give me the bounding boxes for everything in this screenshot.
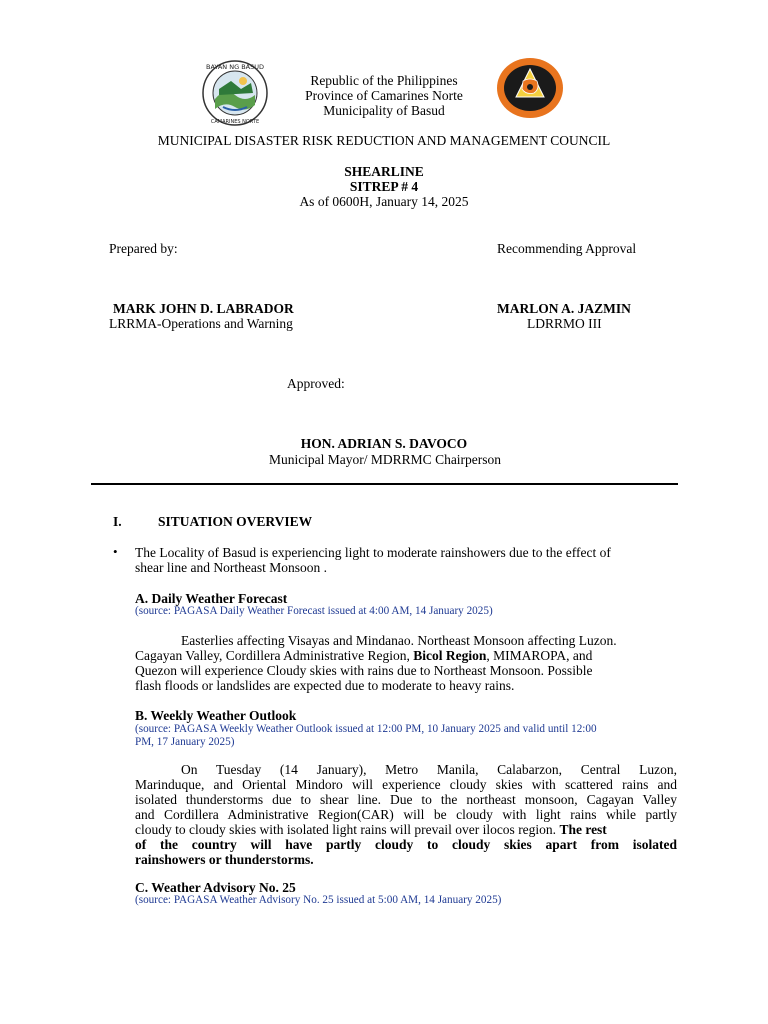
- subsection-a-line1: Easterlies affecting Visayas and Mindanao. Northeast Monsoon affecting Luzon.: [181, 633, 617, 648]
- subsection-a-source: (source: PAGASA Daily Weather Forecast issued at 4:00 AM, 14 January 2025): [135, 605, 493, 617]
- svg-text:CAMARINES NORTE: CAMARINES NORTE: [210, 119, 260, 125]
- subsection-b-line3: isolated thunderstorms due to shear line. Due to the northeast monsoon, Cagayan Valley: [135, 792, 677, 807]
- rest-of-country-bold: The rest: [559, 822, 607, 837]
- prepared-name: MARK JOHN D. LABRADOR: [113, 301, 294, 316]
- subsection-b-line6: of the country will have partly cloudy to cloudy skies apart from isolated: [135, 837, 677, 852]
- header-municipality: Municipality of Basud: [323, 103, 445, 118]
- subsection-c-source: (source: PAGASA Weather Advisory No. 25 issued at 5:00 AM, 14 January 2025): [135, 894, 502, 906]
- subsection-b-heading: B. Weekly Weather Outlook: [135, 708, 297, 723]
- approved-name: HON. ADRIAN S. DAVOCO: [300, 436, 468, 451]
- as-of-date: As of 0600H, January 14, 2025: [299, 194, 469, 209]
- svg-text:BAYAN NG BASUD: BAYAN NG BASUD: [205, 63, 265, 71]
- subsection-b-line4: and Cordillera Administrative Region(CAR) will be cloudy with light rains while partly: [135, 807, 677, 822]
- subsection-c-heading: C. Weather Advisory No. 25: [135, 880, 296, 895]
- bullet-icon: •: [113, 544, 118, 559]
- prepared-title: LRRMA-Operations and Warning: [109, 316, 293, 331]
- subsection-a-line4: flash floods or landslides are expected due to moderate to heavy rains.: [135, 678, 515, 693]
- recommending-approval-label: Recommending Approval: [497, 241, 637, 256]
- subsection-b-source-line1: (source: PAGASA Weekly Weather Outlook issued at 12:00 PM, 10 January 2025 and valid until 12:00: [135, 723, 597, 735]
- recommending-name: MARLON A. JAZMIN: [497, 301, 631, 316]
- subsection-b-line7: rainshowers or thunderstorms.: [135, 852, 314, 867]
- recommending-title: LDRRMO III: [527, 316, 602, 331]
- subsection-a-heading: A. Daily Weather Forecast: [135, 591, 288, 606]
- header-province: Province of Camarines Norte: [305, 88, 463, 103]
- bicol-region-bold: Bicol Region: [413, 648, 487, 663]
- council-name: MUNICIPAL DISASTER RISK REDUCTION AND MANAGEMENT COUNCIL: [157, 133, 611, 148]
- bullet-text-line2: shear line and Northeast Monsoon .: [135, 560, 327, 575]
- bullet-text-line1: The Locality of Basud is experiencing light to moderate rainshowers due to the effect of: [135, 545, 611, 560]
- sitrep-number: SITREP # 4: [349, 179, 419, 194]
- subsection-a-line3: Quezon will experience Cloudy skies with rains due to Northeast Monsoon. Possible: [135, 663, 593, 678]
- section-number: I.: [113, 514, 122, 529]
- subsection-b-line1: On Tuesday (14 January), Metro Manila, Calabarzon, Central Luzon,: [181, 762, 677, 777]
- approved-title: Municipal Mayor/ MDRRMC Chairperson: [268, 452, 502, 467]
- report-title: SHEARLINE: [344, 164, 424, 179]
- horizontal-rule: [91, 483, 678, 485]
- subsection-b-source-line2: PM, 17 January 2025): [135, 736, 235, 748]
- subsection-a-line2: Cagayan Valley, Cordillera Administrative Region, Bicol Region, MIMAROPA, and: [135, 648, 593, 663]
- header-republic: Republic of the Philippines: [310, 73, 458, 88]
- approved-label: Approved:: [287, 376, 345, 391]
- subsection-b-line2: Marinduque, and Oriental Mindoro will experience cloudy skies with scattered rains and: [135, 777, 677, 792]
- section-title: SITUATION OVERVIEW: [158, 514, 313, 529]
- subsection-b-line5: cloudy to cloudy skies with isolated light rains will prevail over ilocos region. The rest: [135, 822, 607, 837]
- prepared-by-label: Prepared by:: [109, 241, 178, 256]
